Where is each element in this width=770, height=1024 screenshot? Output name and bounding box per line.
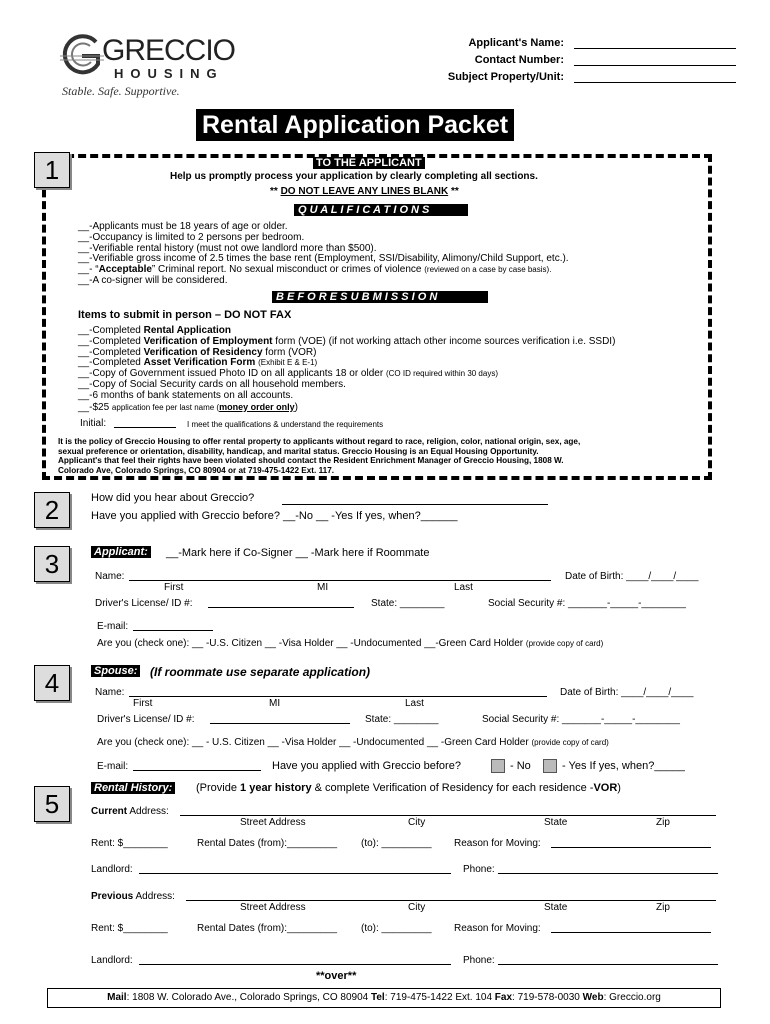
footer: Mail: 1808 W. Colorado Ave., Colorado Springs, CO 80904 Tel: 719-475-1422 Ext. 104 Fax: 719-578-0030 Web: Greccio.org [47,988,721,1008]
subject-property-label: Subject Property/Unit: [447,71,564,83]
spouse-note: (If roommate use separate application) [150,665,371,679]
spouse-name-input[interactable] [129,696,547,697]
spouse-dl-label: Driver's License/ ID #: [97,714,195,725]
section-4-number: 4 [34,665,70,701]
previous-address-label: Previous Address: [91,891,175,902]
hear-about-label: How did you hear about Greccio? [91,492,255,504]
list-item: __-Occupancy is limited to 2 persons per bedroom. [78,231,305,243]
org-sub: HOUSING [114,66,224,81]
spouse-ssn-field[interactable]: Social Security #: _______-_____-________ [482,714,680,725]
list-item: __-Copy of Social Security cards on all household members. [78,378,346,390]
rental-history-note: (Provide 1 year history & complete Verification of Residency for each residence -VOR) [196,782,621,794]
city-caption: City [408,902,426,913]
no-blank-text: ** DO NOT LEAVE ANY LINES BLANK ** [270,186,459,197]
rental-dates-field[interactable]: Rental Dates (from):_________ [197,923,338,934]
reason-input[interactable] [551,932,711,933]
spouse-applied-label: Have you applied with Greccio before? [272,760,461,772]
name-label: Name: [95,571,125,582]
spouse-dob-field[interactable]: Date of Birth: ____/____/____ [560,687,694,698]
landlord-label: Landlord: [91,864,133,875]
ssn-field[interactable]: Social Security #: _______-_____-________ [488,598,686,609]
spouse-citizenship-options[interactable]: Are you (check one): __ - U.S. Citizen __ -Visa Holder __ -Undocumented __ -Green Card Holder (provide copy of card) [97,737,609,748]
page-title: Rental Application Packet [196,109,514,141]
yes-checkbox[interactable] [543,759,557,773]
spouse-badge: Spouse: [91,665,140,677]
zip-caption: Zip [656,817,670,828]
reason-label: Reason for Moving: [454,838,541,849]
yes-label: - Yes If yes, when?_____ [562,760,685,772]
contact-number-label: Contact Number: [474,54,564,66]
list-item: __-Copy of Government issued Photo ID on all applicants 18 or older (CO ID required within 30 days) [78,368,498,380]
list-item: __-A co-signer will be considered. [78,274,228,286]
street-caption: Street Address [240,817,306,828]
city-caption: City [408,817,426,828]
section-5-number: 5 [34,786,70,822]
spouse-last-caption: Last [405,698,424,709]
spouse-state-field[interactable]: State: ________ [365,714,439,725]
spouse-dl-input[interactable] [210,723,350,724]
list-item: __-Completed Rental Application [78,325,232,336]
state-caption: State [544,817,568,828]
to-applicant-banner: TO THE APPLICANT [313,157,425,169]
reason-input[interactable] [551,847,711,848]
phone-label: Phone: [463,864,495,875]
tagline: Stable. Safe. Supportive. [62,84,180,98]
rent-field[interactable]: Rent: $________ [91,923,168,934]
items-list [78,326,615,413]
email-input[interactable] [133,630,213,631]
list-item: __-6 months of bank statements on all accounts. [78,389,294,401]
drivers-license-label: Driver's License/ ID #: [95,598,193,609]
applicant-name-line[interactable] [574,48,736,49]
no-label: - No [510,760,531,772]
rental-history-badge: Rental History: [91,782,175,794]
initial-note: I meet the qualifications & understand the requirements [187,420,384,429]
zip-caption: Zip [656,902,670,913]
qualifications-banner: Q U A L I F I C A T I O N S [294,204,468,216]
contact-number-line[interactable] [574,65,736,66]
applicant-badge: Applicant: [91,546,151,558]
reason-label: Reason for Moving: [454,923,541,934]
applied-before: Have you applied with Greccio before? __-No __ -Yes If yes, when?______ [91,510,458,522]
qualifications-list [78,222,569,287]
spouse-email-input[interactable] [133,770,261,771]
org-name: GRECCIO [102,34,236,67]
current-address-label: Current Address: [91,806,169,817]
dob-field[interactable]: Date of Birth: ____/____/____ [565,571,699,582]
name-input[interactable] [129,580,551,581]
first-caption: First [164,582,184,593]
spouse-name-label: Name: [95,687,125,698]
before-submission-banner: B E F O R E S U B M I S S I O N [272,291,488,303]
previous-address-input[interactable] [186,900,716,901]
policy-text: It is the policy of Greccio Housing to offer rental property to applicants without regard to race, religion, color, national origin, sex, age, sexual preference or orientation, disability, handicap, and marital status. Greccio Housing is an Equal Housing Opportunity. Applicant's that feel their rights have been violated should contact the Resident Enrichment Manager of Greccio Housing, 1808 W. Colorado Ave, Colorado Springs, CO 80904 or at 719-475-1422 Ext. 117. [58,437,581,475]
list-item: __-Applicants must be 18 years of age or older. [78,221,288,232]
phone-input[interactable] [498,873,718,874]
state-field[interactable]: State: ________ [371,598,445,609]
list-item: __-Completed Verification of Employment form (VOE) (if not working attach other income sources verification i.e. SSDI) [78,335,616,347]
phone-label: Phone: [463,955,495,966]
list-item: __-$25 application fee per last name (money order only) [78,401,298,413]
drivers-license-input[interactable] [208,607,354,608]
current-address-input[interactable] [180,815,716,816]
mi-caption: MI [317,582,329,593]
to-field[interactable]: (to): _________ [361,838,432,849]
state-caption: State [544,902,568,913]
last-caption: Last [454,582,473,593]
rental-dates-field[interactable]: Rental Dates (from):_________ [197,838,338,849]
landlord-input[interactable] [139,964,451,965]
initial-label: Initial: [80,418,107,429]
list-item: __-Completed Asset Verification Form (Exhibit E & E-1) [78,357,318,369]
section-2-number: 2 [34,492,70,528]
rent-field[interactable]: Rent: $________ [91,838,168,849]
hear-about-input[interactable] [282,504,548,505]
list-item: __-Completed Verification of Residency form (VOR) [78,346,317,358]
spouse-mi-caption: MI [269,698,281,709]
list-item: __-Verifiable gross income of 2.5 times the base rent (Employment, SSI/Disability, Alimony/Child Support, etc.). [78,253,569,265]
over-text: **over** [316,970,357,982]
no-checkbox[interactable] [491,759,505,773]
email-label: E-mail: [97,621,129,632]
street-caption: Street Address [240,902,306,913]
list-item: __- “Acceptable” Criminal report. No sexual misconduct or crimes of violence (reviewed on a case by case basis). [78,264,552,276]
items-title: Items to submit in person – DO NOT FAX [78,309,292,321]
initial-field[interactable] [114,427,176,428]
help-text: Help us promptly process your application by clearly completing all sections. [170,171,538,182]
section-1-number: 1 [34,152,70,188]
subject-property-line[interactable] [574,82,736,83]
phone-input[interactable] [498,964,718,965]
spouse-first-caption: First [133,698,153,709]
greccio-logo-icon [56,34,106,78]
to-field[interactable]: (to): _________ [361,923,432,934]
cosigner-roommate: __-Mark here if Co-Signer __ -Mark here if Roommate [166,547,430,559]
list-item: __-Verifiable rental history (must not owe landlord more than $500). [78,242,377,254]
applicant-name-label: Applicant's Name: [468,37,564,49]
landlord-input[interactable] [139,873,451,874]
section-3-number: 3 [34,546,70,582]
spouse-email-label: E-mail: [97,761,129,772]
citizenship-options[interactable]: Are you (check one): __ -U.S. Citizen __ -Visa Holder __ -Undocumented __-Green Card Holder (provide copy of card) [97,638,604,649]
landlord-label: Landlord: [91,955,133,966]
